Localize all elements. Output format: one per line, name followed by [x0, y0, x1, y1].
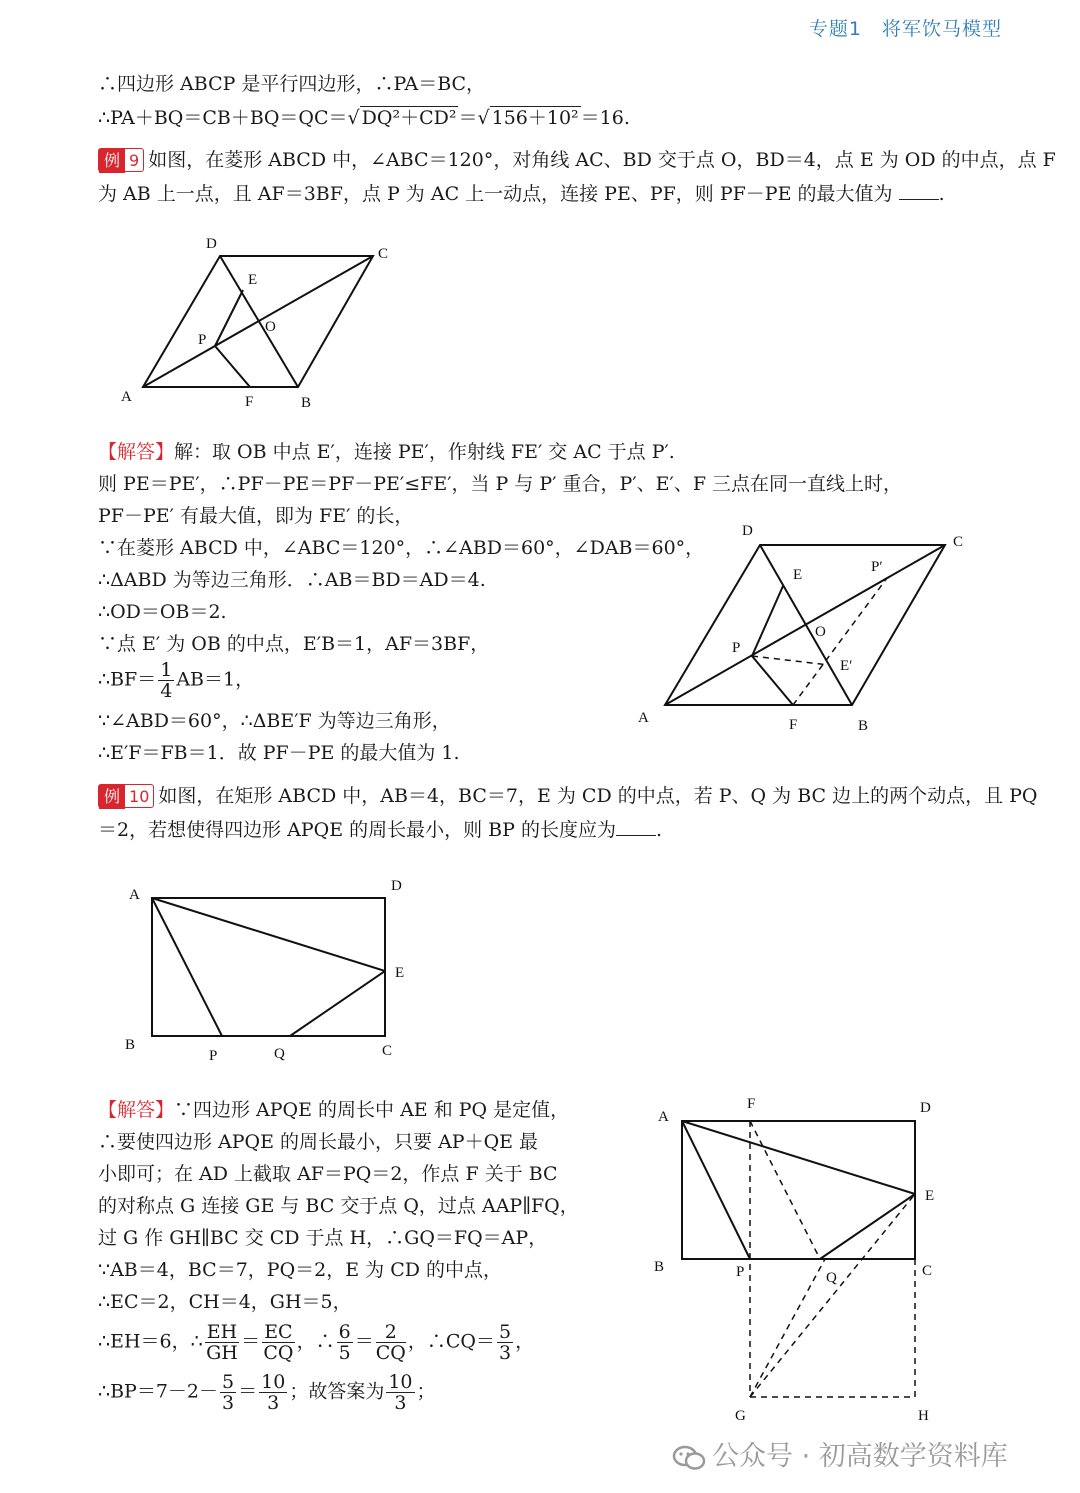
- text-line: ∴四边形 ABCP 是平行四边形，∴PA＝BC，: [98, 73, 486, 95]
- label-h: H: [918, 1408, 929, 1424]
- solution-9-line: PF－PE′ 有最大值，即为 FE′ 的长，: [98, 505, 414, 527]
- example-9-line-2: 为 AB 上一点，且 AF＝3BF，点 P 为 AC 上一动点，连接 PE、PF，则 PF－PE 的最大值为 .: [98, 183, 945, 205]
- diagonal-bd: [760, 545, 852, 705]
- answer-tag: 【解答】: [98, 441, 175, 463]
- solution-9-line: ∴ΔABD 为等边三角形．∴AB＝BD＝AD＝4.: [98, 569, 486, 591]
- segment-pe-prime: [752, 656, 829, 665]
- label-e: E: [793, 567, 803, 583]
- label-c: C: [953, 534, 964, 550]
- rectangle-outline: [682, 1121, 915, 1259]
- solution-9-line: ∵点 E′ 为 OB 的中点，E′B＝1，AF＝3BF，: [98, 633, 490, 655]
- label-p-prime: P′: [871, 559, 883, 575]
- label-f: F: [747, 1096, 756, 1112]
- label-b: B: [654, 1259, 665, 1275]
- segment-ge: [750, 1194, 915, 1397]
- diagonal-ac: [665, 545, 945, 705]
- label-d: D: [206, 236, 217, 252]
- label-o: O: [815, 624, 826, 640]
- label-e: E: [395, 965, 405, 981]
- label-p: P: [736, 1264, 745, 1280]
- segment-ae: [152, 898, 385, 971]
- segment-ap: [152, 898, 222, 1036]
- label-d: D: [391, 878, 402, 894]
- label-c: C: [382, 1043, 393, 1059]
- label-d: D: [920, 1100, 931, 1116]
- diagonal-ac: [143, 256, 373, 387]
- solution-10-line: ∵AB＝4，BC＝7，PQ＝2，E 为 CD 的中点，: [98, 1259, 503, 1281]
- solution-9-line: 【解答】解：取 OB 中点 E′，连接 PE′，作射线 FE′ 交 AC 于点 P′.: [98, 441, 675, 463]
- solution-9-line: ∴OD＝OB＝2.: [98, 601, 227, 623]
- example-10-line-2: ＝2，若想使得四边形 APQE 的周长最小，则 BP 的长度应为 .: [98, 819, 662, 841]
- label-c: C: [922, 1263, 933, 1279]
- wechat-icon: [672, 1444, 706, 1472]
- label-c: C: [378, 246, 389, 262]
- segment-ae: [682, 1121, 915, 1194]
- solution-9-line: 则 PE＝PE′，∴PF－PE＝PF－PE′≤FE′，当 P 与 P′ 重合，P′、E′、F 三点在同一直线上时，: [98, 473, 903, 495]
- answer-blank: [616, 817, 656, 836]
- segment-ap: [682, 1121, 750, 1259]
- segment-pf: [752, 656, 793, 705]
- page-header: 专题1 将军饮马模型: [808, 18, 1002, 40]
- label-g: G: [735, 1408, 746, 1424]
- solution-10-line: ∴EH＝6，∴ $\frac{EH}{GH}$ ＝ $\frac{EC}{CQ}$ ，∴ $\frac{6}{5}$ ＝ $\frac{2}{CQ}$ ，∴CQ＝ $\frac{5}{3}$ ，: [98, 1321, 535, 1364]
- segment-gq: [750, 1259, 825, 1397]
- example-9-line-1: 例 9 如图，在菱形 ABCD 中，∠ABC＝120°，对角线 AC、BD 交于点 O，BD＝4，点 E 为 OD 的中点，点 F: [98, 148, 1056, 172]
- solution-9-line: ∵∠ABD＝60°，∴ΔBE′F 为等边三角形，: [98, 710, 451, 732]
- segment-qe: [820, 1194, 915, 1259]
- solution-9-line: ∵在菱形 ABCD 中，∠ABC＝120°，∴∠ABD＝60°，∠DAB＝60°，: [98, 537, 705, 559]
- label-q: Q: [274, 1046, 285, 1062]
- label-a: A: [638, 710, 649, 726]
- segment-qe: [290, 971, 385, 1036]
- text-line: ∴PA＋BQ＝CB＋BQ＝QC＝√ DQ²＋CD² ＝√ 156＋10² ＝16.: [98, 107, 630, 129]
- segment-pf: [215, 346, 250, 387]
- label-f: F: [245, 394, 254, 410]
- label-d: D: [742, 523, 753, 539]
- label-q: Q: [826, 1270, 837, 1286]
- answer-tag: 【解答】: [98, 1099, 175, 1121]
- rhombus-outline: [665, 545, 945, 705]
- label-b: B: [125, 1037, 136, 1053]
- label-e-prime: E′: [840, 658, 853, 674]
- solution-9-line: ∴BF＝ $\frac{1}{4}$ AB＝1，: [98, 659, 255, 702]
- label-e: E: [248, 272, 258, 288]
- watermark: 公众号 · 初高数学资料库: [672, 1434, 1008, 1473]
- solution-10-line: 的对称点 G 连接 GE 与 BC 交于点 Q，过点 AAP∥FQ，: [98, 1195, 579, 1217]
- example-badge: 例 9: [98, 148, 144, 172]
- solution-10-line: ∴要使四边形 APQE 的周长最小，只要 AP＋QE 最: [98, 1131, 539, 1153]
- solution-10-line: ∴EC＝2，CH＝4，GH＝5，: [98, 1291, 352, 1313]
- label-p: P: [209, 1048, 218, 1064]
- example-badge: 例 10: [98, 784, 154, 808]
- ray-fe-prime: [793, 578, 887, 705]
- segment-pe: [752, 586, 783, 656]
- rhombus-outline: [143, 256, 373, 387]
- label-b: B: [301, 395, 312, 411]
- example-10-line-1: 例 10 如图，在矩形 ABCD 中，AB＝4，BC＝7，E 为 CD 的中点，若 P、Q 为 BC 边上的两个动点，且 PQ: [98, 784, 1038, 808]
- label-f: F: [789, 717, 798, 733]
- solution-10-line: 【解答】∵四边形 APQE 的周长中 AE 和 PQ 是定值，: [98, 1099, 570, 1121]
- solution-10-line: 过 G 作 GH∥BC 交 CD 于点 H，∴GQ＝FQ＝AP，: [98, 1227, 548, 1249]
- label-a: A: [121, 389, 132, 405]
- label-b: B: [858, 718, 869, 734]
- label-p: P: [198, 332, 207, 348]
- segment-pe: [215, 290, 243, 346]
- solution-9-line: ∴E′F＝FB＝1．故 PF－PE 的最大值为 1.: [98, 742, 460, 764]
- label-p: P: [732, 640, 741, 656]
- solution-10-line: 小即可；在 AD 上截取 AF＝PQ＝2，作点 F 关于 BC: [98, 1163, 558, 1185]
- label-e: E: [925, 1188, 935, 1204]
- rectangle-outline: [152, 898, 385, 1036]
- answer-blank: [899, 181, 939, 200]
- segment-fq: [750, 1121, 820, 1259]
- label-a: A: [129, 887, 140, 903]
- label-o: O: [265, 319, 276, 335]
- solution-10-line: ∴BP＝7－2－ $\frac{5}{3}$ ＝ $\frac{10}{3}$ ；故答案为 $\frac{10}{3}$ ；: [98, 1371, 436, 1414]
- diagonal-bd: [220, 256, 298, 387]
- label-a: A: [658, 1109, 669, 1125]
